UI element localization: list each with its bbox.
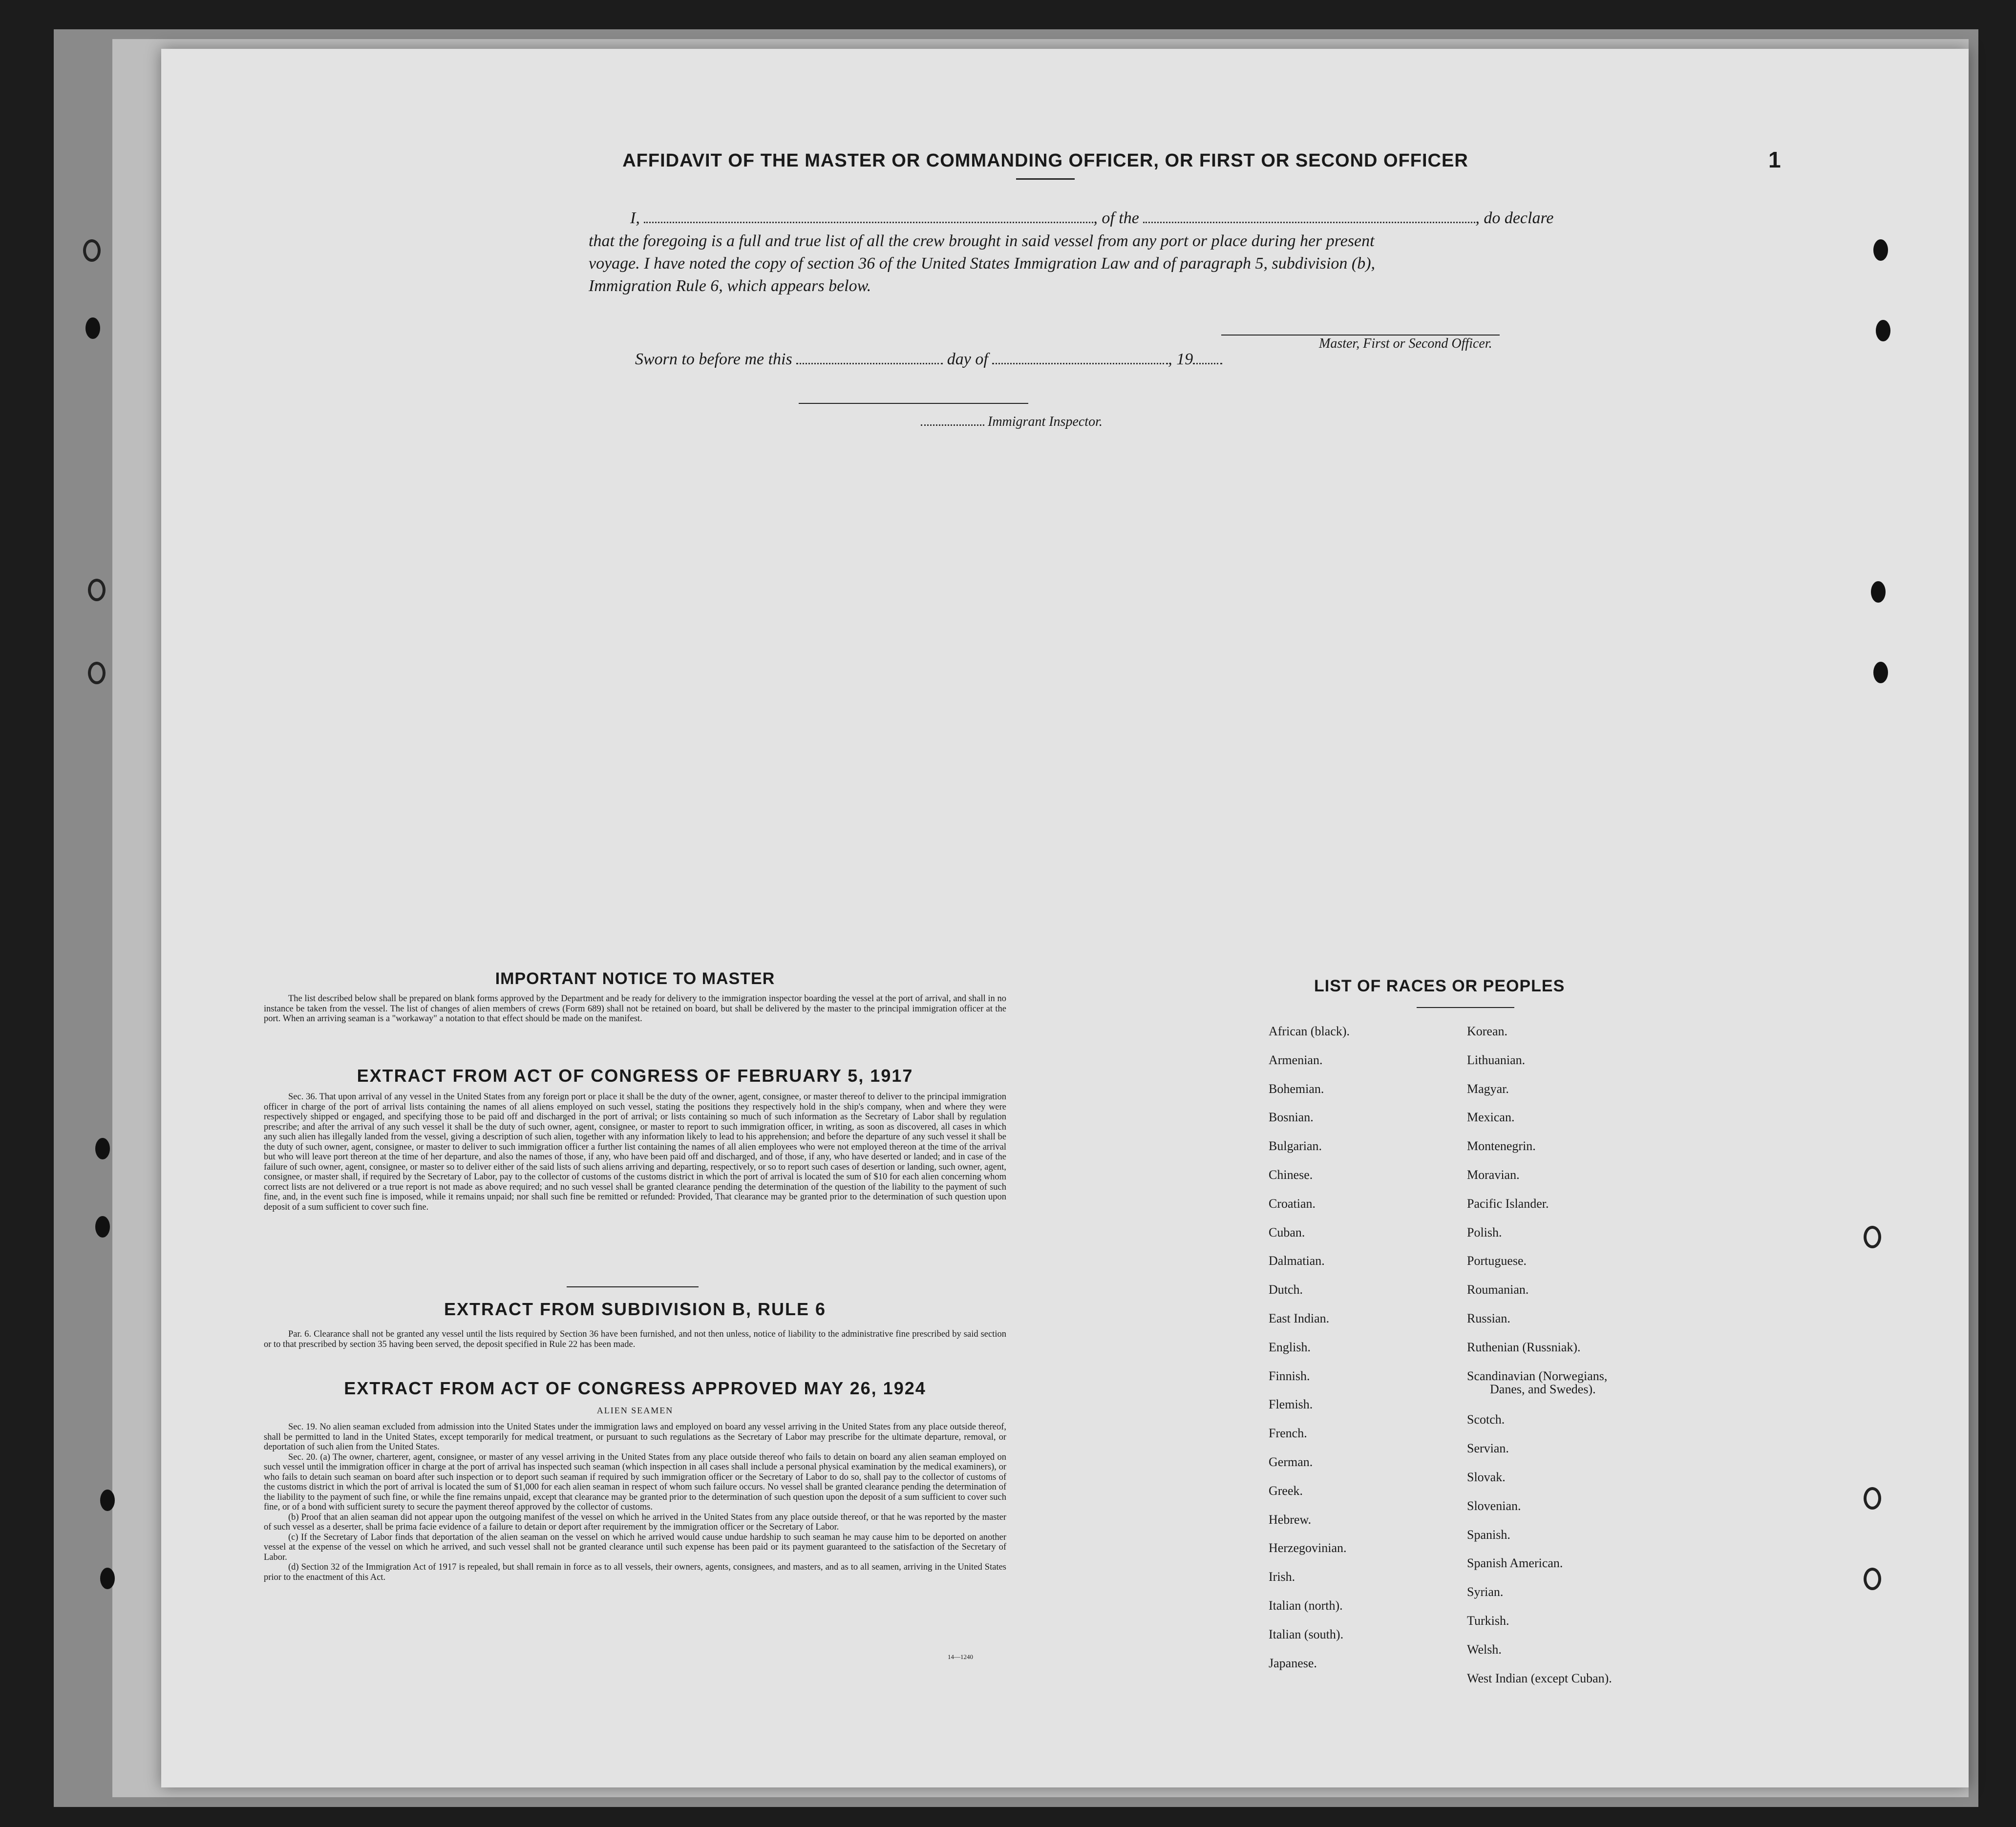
sec20c-paragraph: (c) If the Secretary of Labor finds that deportation of the alien seaman on the vessel on which he arrived would cause undue hardship to such seaman he may cause him to be deported on another vessel at the expense of the vessel on which he arrived, and such vessel shall not be granted clearance until such expense has been paid or its payment guaranteed to the satisfaction of the Secretary of Labor. (264, 1532, 1006, 1562)
race-item: Lithuanian. (1467, 1052, 1526, 1067)
binder-hole (100, 1490, 115, 1511)
race-item: Italian (north). (1269, 1598, 1343, 1613)
extract-1924-text (264, 1422, 1006, 1582)
sec20d-paragraph: (d) Section 32 of the Immigration Act of 1917 is repealed, but shall remain in force as to all vessels, their owners, agents, consignees, and masters, and as to all seamen, arriving in the United States prior to the enactment of this Act. (264, 1562, 1006, 1582)
form-code: 14—1240 (948, 1653, 973, 1660)
races-title-rule (1417, 1007, 1514, 1008)
section-rule (567, 1286, 699, 1287)
race-item: West Indian (except Cuban). (1467, 1671, 1612, 1685)
race-item: German. (1269, 1455, 1313, 1469)
extract-rule6-text: Par. 6. Clearance shall not be granted any vessel until the lists required by Section 36 have been furnished, and not then unless, notice of liability to the administrative fine prescribed by said section or to that prescribed by section 35 having been served, the deposit specified in Rule 22 has been made. (264, 1329, 1006, 1349)
declaration-line (630, 209, 1554, 228)
sec19-paragraph: Sec. 19. No alien seaman excluded from admission into the United States under the immigration laws and employed on board any vessel arriving in the United States from any place outside thereof, shall be permitted to land in the United States, except temporarily for medical treatment, or pursuant to such regulations as the Secretary of Labor may prescribe for the ultimate departure, removal, or deportation of such alien from the United States. (264, 1422, 1006, 1452)
i-label: I, (630, 209, 640, 227)
race-item: French. (1269, 1426, 1307, 1441)
race-item: Montenegrin. (1467, 1139, 1536, 1154)
race-item: Armenian. (1269, 1052, 1323, 1067)
race-item: Magyar. (1467, 1081, 1509, 1096)
title-rule (1016, 178, 1075, 180)
notice-title: IMPORTANT NOTICE TO MASTER (495, 969, 775, 988)
extract-1924-title: EXTRACT FROM ACT OF CONGRESS APPROVED MAY 26, 1924 (344, 1378, 926, 1398)
race-item: Flemish. (1269, 1397, 1313, 1412)
day-of-label: day of (947, 350, 988, 368)
do-declare-label: , do declare (1475, 209, 1554, 227)
race-item: East Indian. (1269, 1311, 1330, 1325)
race-item: Italian (south). (1269, 1627, 1344, 1641)
sworn-line (635, 350, 1222, 369)
race-item: Finnish. (1269, 1368, 1310, 1383)
race-item: Dalmatian. (1269, 1254, 1325, 1268)
races-title: LIST OF RACES OR PEOPLES (1314, 977, 1565, 995)
race-item: Bulgarian. (1269, 1139, 1322, 1154)
extract-1917-text: Sec. 36. That upon arrival of any vessel in the United States from any foreign port or place it shall be the duty of the owner, agent, consignee, or master thereof to deliver to the principal immigration officer in charge of the port of arrival lists containing the names of all aliens employed on such vessel, stating the positions they respectively hold in the ship's company, when and where they were respectively shipped or engaged, and specifying those to be paid off and discharged in the port of arrival; or lists containing so much of such information as the Secretary of Labor shall by regulation prescribe; and after the arrival of any such vessel it shall be the duty of such owner, agent, consignee, or master to report to such immigration officer, in writing, as soon as discovered, all cases in which any such alien has illegally landed from the vessel, giving a description of such alien, together with any information likely to lead to his apprehension; and before the departure of any such vessel it shall be the duty of such owner, agent, consignee, or master to deliver to such immigration officer a further list containing the names of all alien employees who were not employed thereon at the time of the arrival but who will leave port thereon at the time of her departure, and also the names of those, if any, who have been paid off and discharged, and of those, if any, who have deserted or landed; and in case of the failure of such owner, agent, consignee, or master so to deliver either of the said lists of such aliens arriving and departing, respectively, or so to report such cases of desertion or landing, such owner, agent, consignee, or master shall, if required by the Secretary of Labor, pay to the collector of customs of the customs district in which the port of arrival is located the sum of $10 for each alien concerning whom correct lists are not delivered or a true report is not made as above required; and no such vessel shall be granted clearance pending the determination of the question of the liability to the payment of such fine, and, in the event such fine is imposed, while it remains unpaid; nor shall such fine be remitted or refunded: Provided, That clearance may be granted prior to the determination of such question upon deposit of a sum sufficient to cover such fine. (264, 1092, 1006, 1212)
sworn-label: Sworn to before me this (635, 350, 792, 368)
binder-hole (88, 662, 106, 684)
race-item: Greek. (1269, 1483, 1303, 1498)
race-item: Turkish. (1467, 1614, 1509, 1628)
inspector-signature-line[interactable] (799, 403, 1028, 404)
race-item: Mexican. (1467, 1110, 1515, 1125)
notice-text: The list described below shall be prepared on blank forms approved by the Department and be ready for delivery to the immigration inspector boarding the vessel at the port of arrival, and shall in no instance be taken from the vessel. The list of changes of alien members of crews (Form 689) shall not be retained on board, but shall be delivered by the master to the principal immigration officer at the port. When an arriving seaman is a "workaway" a notation to that effect should be made on the manifest. (264, 994, 1006, 1024)
race-item: Bohemian. (1269, 1081, 1324, 1096)
race-item: Moravian. (1467, 1168, 1520, 1182)
race-item: Ruthenian (Russniak). (1467, 1340, 1581, 1354)
race-item: Spanish American. (1467, 1556, 1563, 1571)
year-blank[interactable] (1193, 353, 1222, 364)
race-item: Spanish. (1467, 1527, 1510, 1542)
race-item: Cuban. (1269, 1225, 1305, 1239)
race-item: Polish. (1467, 1225, 1502, 1239)
race-item: Chinese. (1269, 1168, 1313, 1182)
race-item: Pacific Islander. (1467, 1196, 1549, 1211)
binder-hole (88, 579, 106, 601)
binder-hole (100, 1568, 115, 1589)
extract-1917-title: EXTRACT FROM ACT OF CONGRESS OF FEBRUARY 5, 1917 (357, 1066, 913, 1086)
affidavit-text-line1: that the foregoing is a full and true list of all the crew brought in said vessel from any port or place during her present (589, 232, 1375, 250)
binder-hole (1864, 1226, 1881, 1248)
affidavit-text-line3: Immigration Rule 6, which appears below. (589, 277, 871, 295)
affidavit-text-line2: voyage. I have noted the copy of section 36 of the United States Immigration Law and of paragraph 5, subdivision (b), (589, 254, 1376, 273)
year-prefix: , 19 (1168, 350, 1193, 368)
race-item: English. (1269, 1340, 1311, 1354)
officer-caption: Master, First or Second Officer. (1319, 336, 1492, 351)
inspector-label: Immigrant Inspector. (988, 414, 1103, 429)
sheet-number: 1 (1768, 147, 1781, 172)
race-item: Slovak. (1467, 1470, 1506, 1484)
race-item: Scotch. (1467, 1412, 1505, 1427)
race-item: Scandinavian (Norwegians, (1467, 1368, 1608, 1383)
vessel-blank[interactable] (1143, 212, 1475, 223)
binder-hole (1876, 320, 1890, 341)
binder-hole (1864, 1487, 1881, 1510)
race-item: Dutch. (1269, 1282, 1303, 1297)
race-item: Hebrew. (1269, 1512, 1312, 1527)
race-item: Russian. (1467, 1311, 1510, 1325)
binder-hole (85, 317, 100, 339)
race-item: Korean. (1467, 1024, 1508, 1038)
month-blank[interactable] (992, 353, 1168, 364)
binder-hole (95, 1138, 110, 1159)
binder-hole (95, 1216, 110, 1238)
race-item: Croatian. (1269, 1196, 1316, 1211)
of-the-label: , of the (1093, 209, 1139, 227)
race-item: Portuguese. (1467, 1254, 1527, 1268)
binder-hole (83, 239, 101, 262)
sec20a-paragraph: Sec. 20. (a) The owner, charterer, agent, consignee, or master of any vessel arriving in the United States from any place outside thereof who fails to detain on board any alien seaman employed on such vessel until the immigration officer in charge at the port of arrival has inspected such seaman (which inspection in all cases shall include a personal physical examination by the medical examiners), or who fails to detain such seaman on board after such inspection or to deport such seaman if required by such immigration officer or the Secretary of Labor to do so, shall pay to the collector of customs of the customs district in which the port of arrival is located the sum of $1,000 for each alien seaman in respect of whom such failure occurs. No vessel shall be granted clearance pending the determination of the liability to the payment of such fine, or while the fine remains unpaid, except that clearance may be granted prior to the determination of such question upon the deposit of a sum sufficient to cover such fine, or of a bond with sufficient surety to secure the payment thereof approved by the collector of customs. (264, 1452, 1006, 1512)
binder-hole (1873, 239, 1888, 261)
affidavit-title: AFFIDAVIT OF THE MASTER OR COMMANDING OFFICER, OR FIRST OR SECOND OFFICER (622, 150, 1468, 171)
race-item: Roumanian. (1467, 1282, 1529, 1297)
binder-hole (1864, 1568, 1881, 1590)
extract-rule6-title: EXTRACT FROM SUBDIVISION B, RULE 6 (444, 1299, 827, 1319)
race-item: Herzegovinian. (1269, 1541, 1347, 1555)
alien-seamen-subtitle: ALIEN SEAMEN (596, 1406, 674, 1415)
race-item: Irish. (1269, 1570, 1295, 1584)
race-item: Servian. (1467, 1441, 1509, 1456)
officer-signature-line[interactable] (1221, 335, 1500, 336)
race-item: Slovenian. (1467, 1498, 1521, 1513)
inspector-caption (921, 414, 1103, 430)
race-item: Welsh. (1467, 1642, 1502, 1657)
day-blank[interactable] (796, 353, 943, 364)
sec20b-paragraph: (b) Proof that an alien seaman did not appear upon the outgoing manifest of the vessel on which he arrived in the United States from any place outside thereof, or that he was reported by the master of such vessel as a deserter, shall be prima facie evidence of a failure to detain or deport after requirement by the immigration officer or the Secretary of Labor. (264, 1512, 1006, 1532)
binder-hole (1873, 662, 1888, 683)
race-item: Syrian. (1467, 1585, 1504, 1599)
race-item: Bosnian. (1269, 1110, 1314, 1125)
race-item: Danes, and Swedes). (1490, 1382, 1596, 1396)
race-item: African (black). (1269, 1024, 1350, 1038)
binder-hole (1871, 581, 1886, 603)
name-blank[interactable] (644, 212, 1093, 223)
race-item: Japanese. (1269, 1656, 1317, 1670)
inspector-blank[interactable] (921, 418, 984, 426)
